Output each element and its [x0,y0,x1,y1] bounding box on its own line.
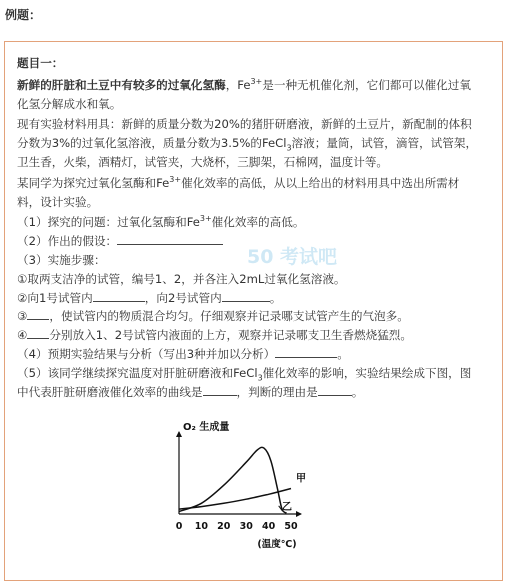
step2-blank-1 [93,289,145,302]
q5-blank-2 [318,383,352,396]
q1a: （1）探究的问题：过氧化氢酶和Fe [17,215,200,230]
chart-labels [176,420,306,550]
question-1 [17,213,495,232]
q4-blank [275,345,337,358]
q5-1b: 催化效率的影响，实验结果绘成下图，图 [262,365,472,380]
x-tick-label: 0 [175,521,183,532]
series-line-乙 [179,447,287,513]
intro-line-2: 化氢分解成水和氧。 [17,96,122,111]
x-tick-label: 10 [194,521,209,532]
q5-2a: 中代表肝脏研磨液催化效率的曲线是 [17,384,203,399]
intro-sup: 3+ [250,76,263,86]
problem-content [17,54,495,401]
q1-sup: 3+ [199,214,212,224]
step2-blank-2 [222,289,270,302]
x-tick-label: 20 [217,521,231,532]
example-label: 例题： [5,8,42,22]
x-axis-label: (温度℃) [257,539,297,550]
x-tick-label: 40 [261,521,276,532]
step3-blank [27,307,49,320]
materials-2a: 分数为3%的过氧化氢溶液，质量分数为3.5%的FeCl [17,136,287,151]
series-label-yi: 乙 [282,502,293,513]
materials-line-3: 卫生香，火柴，酒精灯，试管夹，大烧杯，三脚架，石棉网，温度计等。 [17,154,389,169]
step-4 [17,326,495,345]
step2a: ②向1号试管内 [17,290,93,305]
step3a: ③ [17,309,28,324]
q4b: 。 [337,346,349,361]
task-1-sup: 3+ [169,174,182,184]
task-1a: 某同学为探究过氧化氢酶和Fe [17,175,170,190]
q5-1a: （5）该同学继续探究温度对肝脏研磨液和FeCl [17,365,258,380]
intro-text-b: 是一种无机催化剂，它们都可以催化过氧 [262,77,471,92]
intro-bold: 新鲜的肝脏和土豆中有较多的过氧化氢酶 [17,77,226,92]
q5-1-sub: 3 [257,373,263,383]
hypothesis-blank [117,232,223,245]
materials-2-sub: 3 [286,143,292,153]
step-3 [17,307,495,326]
y-axis-label: O₂ 生成量 [183,422,230,433]
step-1: ①取两支洁净的试管，编号1、2，并各注入2mL过氧化氢溶液。 [17,271,346,286]
q1b: 催化效率的高低。 [211,215,305,230]
materials-line-2 [17,134,495,153]
step2b: ，向2号试管内 [144,290,222,305]
q2-text: （2）作出的假设： [17,234,118,249]
temperature-chart [165,418,350,563]
materials-2b: 溶液；量筒，试管，滴管，试管架， [291,136,478,151]
step2c: 。 [269,290,282,305]
problem-title: 题目一： [17,56,64,70]
watermark-logo: 50 考试吧 [247,246,338,268]
y-axis-arrow [176,431,182,437]
x-tick-label: 50 [284,521,298,532]
step4b: 分别放入1、2号试管内液面的上方，观察并记录哪支卫生香燃烧猛烈。 [49,328,412,343]
question-3: （3）实施步骤： [17,252,106,267]
question-2 [17,232,495,251]
chart-lines [179,447,291,513]
intro-line-1 [17,76,495,95]
question-5-line-2 [17,383,495,402]
task-line-1 [17,174,495,193]
q5-2c: 。 [351,384,364,399]
q4a: （4）预期实验结果与分析（写出3种并加以分析） [17,346,276,361]
step3b: ，使试管内的物质混合均匀。仔细观察并记录哪支试管产生的气泡多。 [49,309,409,324]
step4a: ④ [17,328,28,343]
question-4 [17,345,495,364]
x-axis-arrow [296,511,302,517]
q5-2b: ，判断的理由是 [236,384,318,399]
intro-text-a: ，Fe [225,77,251,92]
task-1b: 催化效率的高低，从以上给出的材料用具中选出所需材 [181,175,460,190]
question-5-line-1 [17,364,495,383]
task-line-2: 料，设计实验。 [17,194,99,209]
x-tick-label: 30 [239,521,253,532]
step-2 [17,289,495,308]
materials-line-1: 现有实验材料用具：新鲜的质量分数为20%的猪肝研磨液，新鲜的土豆片，新配制的体积 [17,117,472,132]
q5-blank-1 [203,383,237,396]
step4-blank [27,326,49,339]
series-label-jia: 甲 [296,473,306,485]
